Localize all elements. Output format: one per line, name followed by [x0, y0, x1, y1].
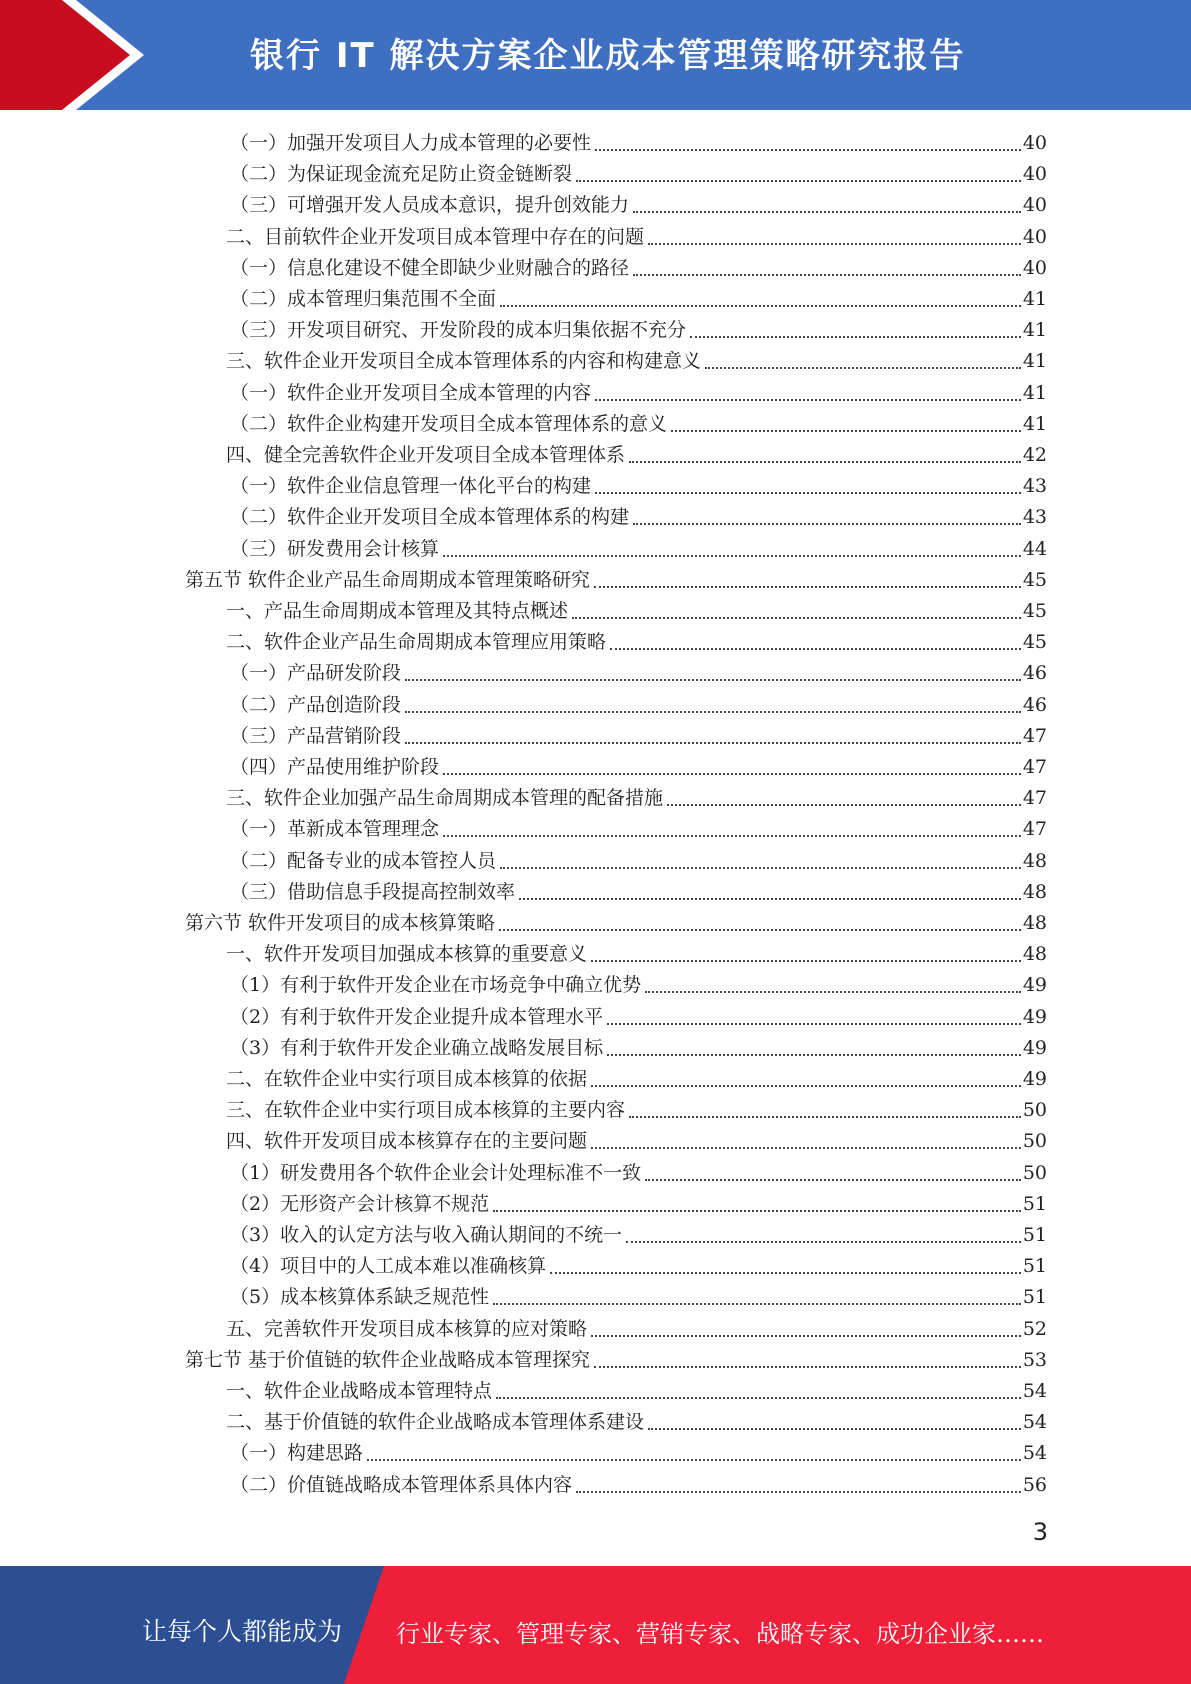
- toc-entry[interactable]: [230, 190, 1047, 221]
- header-arrow-decoration: [0, 0, 150, 110]
- toc-entry-page: 46: [1022, 694, 1047, 716]
- toc-entry[interactable]: [230, 284, 1047, 315]
- toc-entry[interactable]: [230, 658, 1047, 689]
- toc-entry[interactable]: [230, 721, 1047, 752]
- toc-entry[interactable]: [230, 409, 1047, 440]
- toc-entry-page: 46: [1022, 662, 1047, 684]
- toc-dot-leader: [499, 929, 1021, 931]
- toc-entry[interactable]: [230, 253, 1047, 284]
- toc-entry-label: 一、软件开发项目加强成本核算的重要意义: [226, 943, 588, 965]
- toc-entry-label: （三）借助信息手段提高控制效率: [230, 881, 516, 903]
- toc-entry-label: 第六节 软件开发项目的成本核算策略: [185, 912, 496, 934]
- toc-entry[interactable]: [230, 970, 1047, 1001]
- toc-dot-leader: [405, 742, 1021, 744]
- toc-dot-leader: [550, 1272, 1021, 1274]
- toc-dot-leader: [443, 835, 1021, 837]
- toc-entry-label: （3）有利于软件开发企业确立战略发展目标: [230, 1037, 604, 1059]
- toc-entry-page: 40: [1022, 257, 1047, 279]
- toc-entry-label: 三、软件企业开发项目全成本管理体系的内容和构建意义: [226, 350, 702, 372]
- toc-dot-leader: [667, 804, 1021, 806]
- toc-dot-leader: [519, 898, 1021, 900]
- toc-entry-label: （一）信息化建设不健全即缺少业财融合的路径: [230, 257, 630, 279]
- toc-dot-leader: [648, 1428, 1021, 1430]
- toc-entry-label: 二、软件企业产品生命周期成本管理应用策略: [226, 631, 607, 653]
- toc-entry-label: （1）有利于软件开发企业在市场竞争中确立优势: [230, 974, 642, 996]
- toc-entry-label: （三）可增强开发人员成本意识，提升创效能力: [230, 194, 630, 216]
- toc-dot-leader: [591, 1085, 1021, 1087]
- toc-entry[interactable]: [226, 1064, 1047, 1095]
- toc-entry-page: 51: [1022, 1193, 1047, 1215]
- toc-dot-leader: [496, 1397, 1021, 1399]
- toc-dot-leader: [367, 1459, 1021, 1461]
- toc-entry-page: 41: [1022, 413, 1047, 435]
- toc-dot-leader: [443, 773, 1021, 775]
- toc-dot-leader: [443, 555, 1021, 557]
- toc-entry-page: 47: [1022, 725, 1047, 747]
- toc-entry-label: （三）开发项目研究、开发阶段的成本归集依据不充分: [230, 319, 687, 341]
- toc-entry-page: 51: [1022, 1286, 1047, 1308]
- toc-entry-label: （一）软件企业信息管理一体化平台的构建: [230, 475, 592, 497]
- toc-entry-page: 54: [1022, 1411, 1047, 1433]
- toc-dot-leader: [626, 1241, 1021, 1243]
- toc-entry-page: 53: [1022, 1349, 1047, 1371]
- toc-dot-leader: [572, 617, 1021, 619]
- toc-entry[interactable]: [230, 534, 1047, 565]
- toc-entry-page: 48: [1022, 850, 1047, 872]
- toc-entry-label: （一）构建思路: [230, 1442, 364, 1464]
- toc-entry-label: （四）产品使用维护阶段: [230, 756, 440, 778]
- toc-dot-leader: [405, 679, 1021, 681]
- toc-entry[interactable]: [230, 1220, 1047, 1251]
- toc-entry[interactable]: [230, 1158, 1047, 1189]
- toc-entry[interactable]: [226, 783, 1047, 814]
- toc-entry[interactable]: [226, 1126, 1047, 1157]
- toc-dot-leader: [690, 336, 1021, 338]
- toc-entry-label: （2）无形资产会计核算不规范: [230, 1193, 490, 1215]
- toc-entry-label: （4）项目中的人工成本难以准确核算: [230, 1255, 547, 1277]
- toc-entry[interactable]: [230, 128, 1047, 159]
- toc-dot-leader: [645, 991, 1021, 993]
- toc-entry-label: 第七节 基于价值链的软件企业战略成本管理探究: [185, 1349, 591, 1371]
- header-red-arrow: [0, 0, 130, 110]
- toc-entry-label: （二）价值链战略成本管理体系具体内容: [230, 1474, 573, 1496]
- toc-entry-page: 44: [1022, 538, 1047, 560]
- toc-dot-leader: [610, 648, 1021, 650]
- toc-entry-page: 51: [1022, 1224, 1047, 1246]
- toc-entry-page: 50: [1022, 1162, 1047, 1184]
- toc-dot-leader: [595, 149, 1021, 151]
- toc-entry[interactable]: [185, 908, 1047, 939]
- toc-entry-label: 四、健全完善软件企业开发项目全成本管理体系: [226, 444, 626, 466]
- toc-entry-page: 49: [1022, 1006, 1047, 1028]
- toc-entry-page: 51: [1022, 1255, 1047, 1277]
- toc-entry-label: 三、软件企业加强产品生命周期成本管理的配备措施: [226, 787, 664, 809]
- toc-dot-leader: [671, 430, 1021, 432]
- toc-dot-leader: [633, 274, 1021, 276]
- toc-entry-page: 41: [1022, 382, 1047, 404]
- toc-entry-label: （5）成本核算体系缺乏规范性: [230, 1286, 490, 1308]
- toc-entry[interactable]: [226, 1095, 1047, 1126]
- toc-entry[interactable]: [230, 814, 1047, 845]
- toc-entry-page: 43: [1022, 506, 1047, 528]
- toc-dot-leader: [493, 1210, 1021, 1212]
- toc-entry-label: （一）加强开发项目人力成本管理的必要性: [230, 132, 592, 154]
- toc-dot-leader: [633, 211, 1021, 213]
- toc-entry-label: （一）软件企业开发项目全成本管理的内容: [230, 382, 592, 404]
- header-band: [0, 0, 1191, 110]
- toc-entry-label: （二）软件企业构建开发项目全成本管理体系的意义: [230, 413, 668, 435]
- toc-dot-leader: [629, 1116, 1021, 1118]
- toc-entry[interactable]: [226, 346, 1047, 377]
- toc-dot-leader: [576, 1491, 1021, 1493]
- toc-dot-leader: [591, 1147, 1021, 1149]
- footer-band: [0, 1566, 1191, 1684]
- page-number: 3: [1032, 1518, 1048, 1546]
- toc-entry-page: 49: [1022, 1037, 1047, 1059]
- toc-entry-label: （一）革新成本管理理念: [230, 818, 440, 840]
- toc-entry-label: （1）研发费用各个软件企业会计处理标准不一致: [230, 1162, 642, 1184]
- toc-entry[interactable]: [230, 690, 1047, 721]
- toc-entry[interactable]: [230, 1251, 1047, 1282]
- toc-entry-label: 三、在软件企业中实行项目成本核算的主要内容: [226, 1099, 626, 1121]
- toc-dot-leader: [607, 1054, 1021, 1056]
- toc-entry-page: 40: [1022, 163, 1047, 185]
- toc-entry[interactable]: [230, 1470, 1047, 1501]
- toc-entry-page: 43: [1022, 475, 1047, 497]
- toc-entry[interactable]: [226, 222, 1047, 253]
- toc-entry-page: 48: [1022, 943, 1047, 965]
- toc-entry[interactable]: [185, 565, 1047, 596]
- toc-entry-page: 49: [1022, 1068, 1047, 1090]
- toc-dot-leader: [595, 399, 1021, 401]
- toc-dot-leader: [633, 523, 1021, 525]
- toc-entry-label: 一、产品生命周期成本管理及其特点概述: [226, 600, 569, 622]
- toc-entry[interactable]: [230, 471, 1047, 502]
- toc-entry[interactable]: [230, 315, 1047, 346]
- toc-entry-page: 40: [1022, 132, 1047, 154]
- toc-entry-label: （二）成本管理归集范围不全面: [230, 288, 497, 310]
- toc-entry[interactable]: [230, 502, 1047, 533]
- toc-entry-label: （二）为保证现金流充足防止资金链断裂: [230, 163, 573, 185]
- footer-slogan-right: 行业专家、管理专家、营销专家、战略专家、成功企业家……: [396, 1620, 1044, 1648]
- toc-dot-leader: [705, 367, 1021, 369]
- toc-dot-leader: [591, 1335, 1021, 1337]
- toc-entry-label: （二）配备专业的成本管控人员: [230, 850, 497, 872]
- toc-dot-leader: [405, 711, 1021, 713]
- toc-entry[interactable]: [226, 596, 1047, 627]
- toc-entry-label: 二、目前软件企业开发项目成本管理中存在的问题: [226, 226, 645, 248]
- toc-entry[interactable]: [230, 378, 1047, 409]
- toc-entry-page: 54: [1022, 1442, 1047, 1464]
- toc-entry-label: （二）软件企业开发项目全成本管理体系的构建: [230, 506, 630, 528]
- toc-entry-page: 50: [1022, 1130, 1047, 1152]
- toc-entry-page: 45: [1022, 600, 1047, 622]
- toc-dot-leader: [493, 1303, 1021, 1305]
- toc-entry-label: 第五节 软件企业产品生命周期成本管理策略研究: [185, 569, 591, 591]
- toc-dot-leader: [629, 461, 1021, 463]
- toc-entry-page: 50: [1022, 1099, 1047, 1121]
- toc-dot-leader: [594, 586, 1021, 588]
- toc-entry[interactable]: [226, 1376, 1047, 1407]
- toc-dot-leader: [576, 180, 1021, 182]
- toc-entry-label: （3）收入的认定方法与收入确认期间的不统一: [230, 1224, 623, 1246]
- toc-entry-page: 41: [1022, 288, 1047, 310]
- toc-entry[interactable]: [230, 846, 1047, 877]
- toc-dot-leader: [607, 1023, 1021, 1025]
- toc-entry[interactable]: [230, 1189, 1047, 1220]
- toc-entry[interactable]: [230, 1033, 1047, 1064]
- toc-entry-page: 48: [1022, 881, 1047, 903]
- toc-dot-leader: [500, 867, 1021, 869]
- toc-entry-page: 54: [1022, 1380, 1047, 1402]
- toc-entry-page: 45: [1022, 631, 1047, 653]
- toc-entry-page: 52: [1022, 1318, 1047, 1340]
- toc-entry[interactable]: [185, 1345, 1047, 1376]
- toc-entry[interactable]: [230, 752, 1047, 783]
- toc-entry-label: （一）产品研发阶段: [230, 662, 402, 684]
- toc-entry-label: 五、完善软件开发项目成本核算的应对策略: [226, 1318, 588, 1340]
- toc-entry-page: 45: [1022, 569, 1047, 591]
- toc-entry[interactable]: [226, 1314, 1047, 1345]
- toc-dot-leader: [645, 1179, 1021, 1181]
- footer-slogan-left: 让每个人都能成为: [142, 1617, 343, 1646]
- toc-entry-label: 二、基于价值链的软件企业战略成本管理体系建设: [226, 1411, 645, 1433]
- toc-entry-page: 47: [1022, 818, 1047, 840]
- toc-entry-page: 40: [1022, 194, 1047, 216]
- toc-entry-label: （三）产品营销阶段: [230, 725, 402, 747]
- toc-entry-page: 48: [1022, 912, 1047, 934]
- toc-entry-label: 一、软件企业战略成本管理特点: [226, 1380, 493, 1402]
- toc-dot-leader: [648, 243, 1021, 245]
- toc-entry-page: 42: [1022, 444, 1047, 466]
- toc-entry[interactable]: [230, 159, 1047, 190]
- toc-entry-page: 47: [1022, 756, 1047, 778]
- toc-dot-leader: [595, 492, 1021, 494]
- toc-entry-page: 56: [1022, 1474, 1047, 1496]
- toc-entry-page: 47: [1022, 787, 1047, 809]
- toc-dot-leader: [500, 305, 1021, 307]
- toc-entry-page: 49: [1022, 974, 1047, 996]
- toc-entry-label: 二、在软件企业中实行项目成本核算的依据: [226, 1068, 588, 1090]
- toc-entry-label: 四、软件开发项目成本核算存在的主要问题: [226, 1130, 588, 1152]
- toc-entry-page: 41: [1022, 319, 1047, 341]
- toc-entry[interactable]: [230, 877, 1047, 908]
- toc-dot-leader: [591, 960, 1021, 962]
- toc-entry[interactable]: [226, 1407, 1047, 1438]
- toc-entry-label: （二）产品创造阶段: [230, 694, 402, 716]
- toc-entry[interactable]: [226, 440, 1047, 471]
- document-title: 银行 IT 解决方案企业成本管理策略研究报告: [250, 36, 966, 76]
- toc-entry[interactable]: [230, 1002, 1047, 1033]
- toc-entry[interactable]: [230, 1438, 1047, 1469]
- toc-entry-label: （2）有利于软件开发企业提升成本管理水平: [230, 1006, 604, 1028]
- toc-entry-page: 40: [1022, 226, 1047, 248]
- toc-dot-leader: [594, 1366, 1021, 1368]
- toc-entry[interactable]: [230, 1282, 1047, 1313]
- toc-entry[interactable]: [226, 627, 1047, 658]
- toc-entry-label: （三）研发费用会计核算: [230, 538, 440, 560]
- toc-entry-page: 41: [1022, 350, 1047, 372]
- toc-entry[interactable]: [226, 939, 1047, 970]
